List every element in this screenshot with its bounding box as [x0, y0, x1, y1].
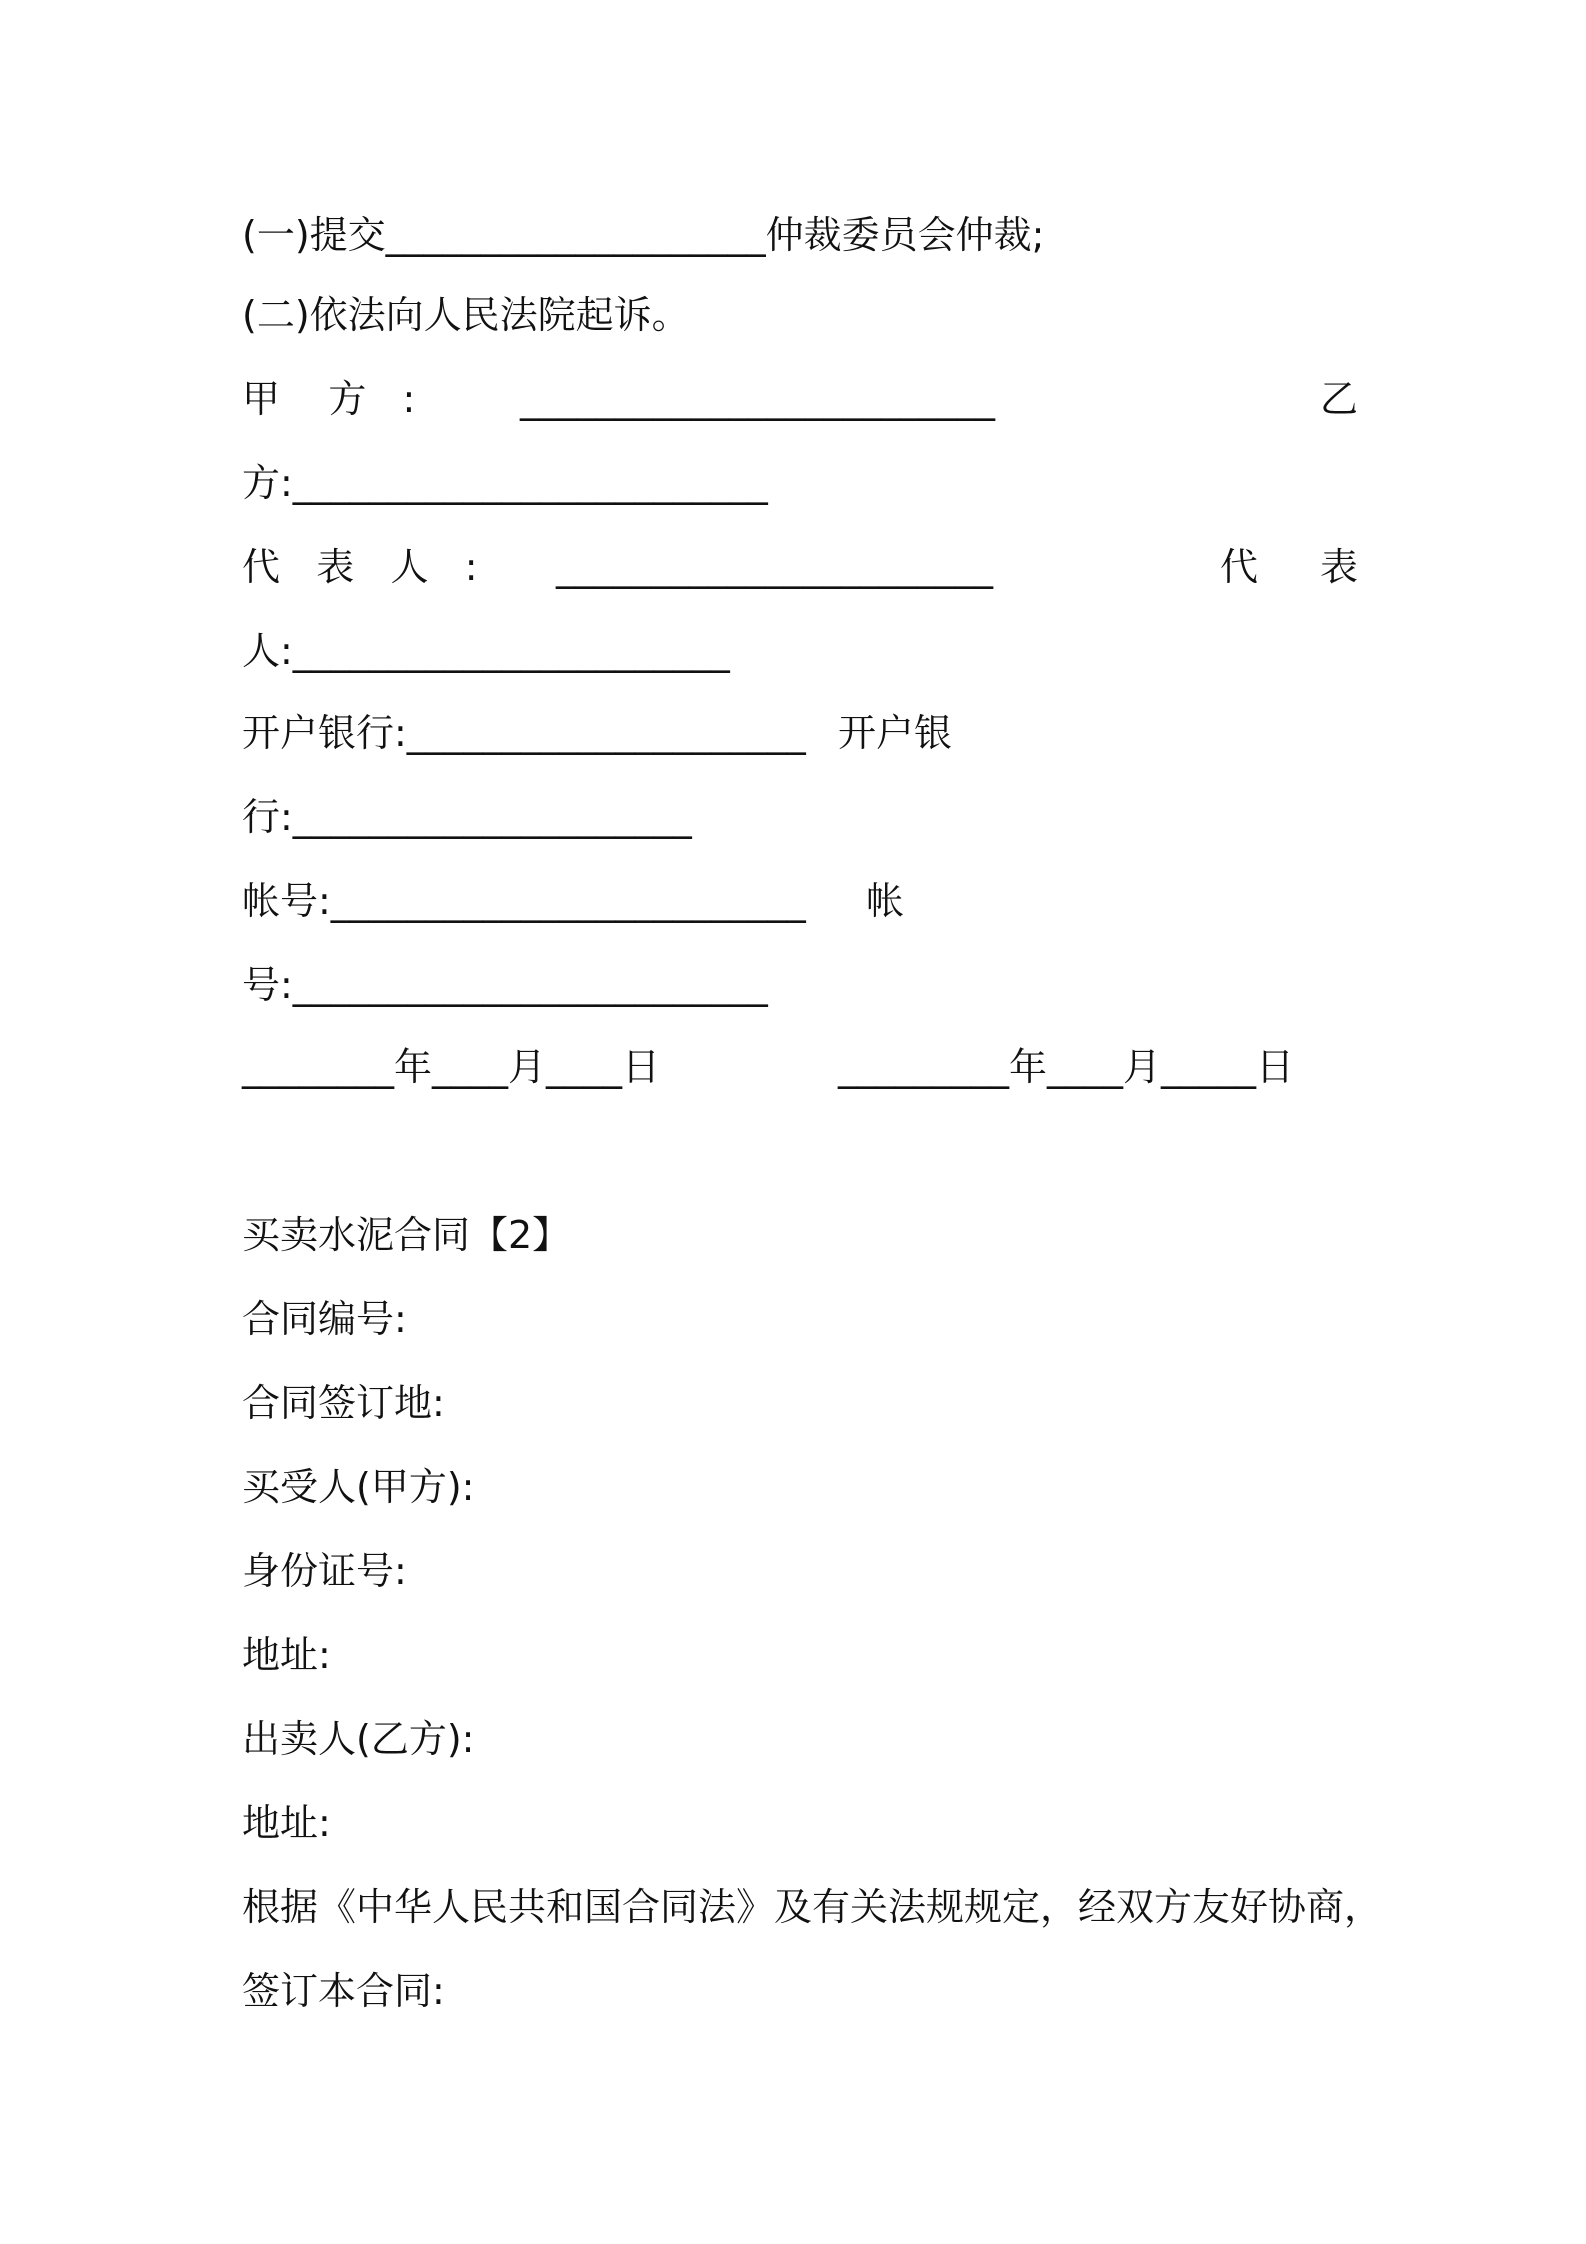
- party-a-label: 甲 方 :: [242, 377, 416, 421]
- representative-b-char-2: 表: [1320, 545, 1359, 589]
- signing-place: 合同签订地:: [242, 1381, 445, 1425]
- party-a-blank: _________________________: [520, 377, 995, 421]
- account-a: 帐号:_________________________: [242, 879, 806, 923]
- party-b-label-start: 乙: [1320, 377, 1359, 421]
- buyer-address-label: 地址:: [242, 1633, 331, 1677]
- seller-address-label: 地址:: [242, 1801, 331, 1845]
- representative-b-char-1: 代: [1220, 545, 1259, 589]
- date-party-a: ________年____月____日: [242, 1045, 661, 1089]
- representative-b-label: 人:_______________________: [242, 629, 730, 673]
- buyer-label: 买受人(甲方):: [242, 1465, 475, 1509]
- date-party-b: _________年____月_____日: [838, 1045, 1295, 1089]
- id-number-label: 身份证号:: [242, 1549, 407, 1593]
- account-b: 号:_________________________: [242, 963, 768, 1007]
- seller-label: 出卖人(乙方):: [242, 1717, 475, 1761]
- arbitration-option-2: (二)依法向人民法院起诉。: [242, 293, 690, 337]
- contract-number: 合同编号:: [242, 1297, 407, 1341]
- account-b-start: 帐: [866, 879, 905, 923]
- party-b-label: 方:_________________________: [242, 461, 768, 505]
- representative-a-label: 代 表 人 :: [242, 545, 478, 589]
- representative-a-blank: _______________________: [556, 545, 993, 589]
- preamble-line-1: 根据《中华人民共和国合同法》及有关法规规定，经双方友好协商，: [242, 1885, 1383, 1929]
- contract-title: 买卖水泥合同【2】: [242, 1213, 571, 1257]
- arbitration-option-1: (一)提交____________________仲裁委员会仲裁;: [242, 213, 1045, 257]
- preamble-line-2: 签订本合同:: [242, 1969, 445, 2013]
- bank-a: 开户银行:_____________________: [242, 711, 806, 755]
- bank-b: 行:_____________________: [242, 795, 692, 839]
- bank-b-start: 开户银: [838, 711, 953, 755]
